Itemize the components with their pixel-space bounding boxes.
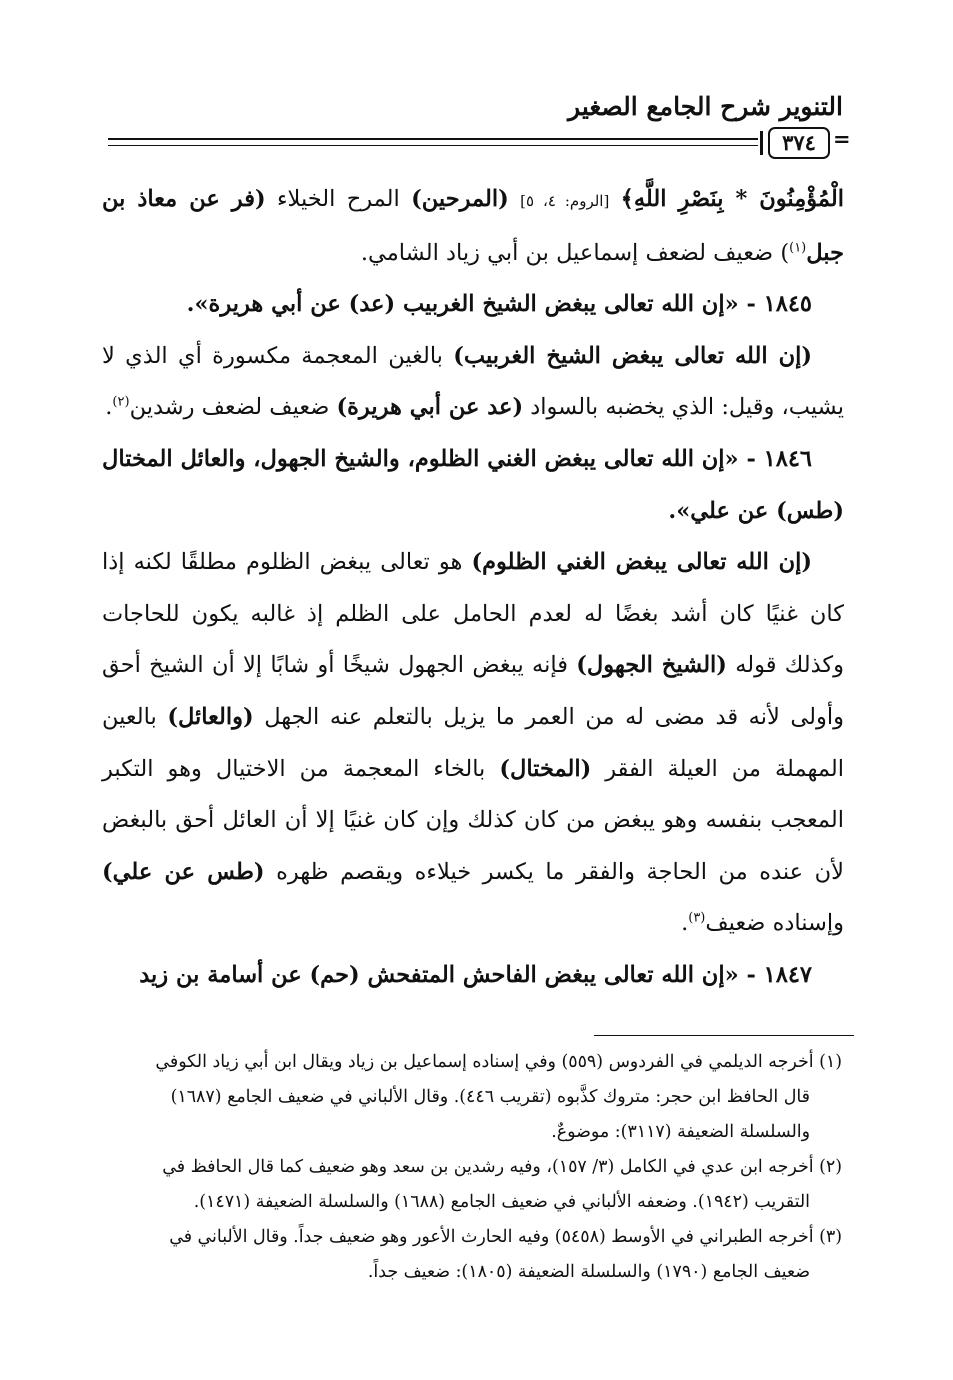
term: (والعائل) <box>167 703 254 730</box>
commentary-text: فإنه يبغض الجهول شيخًا أو شابًا إلا أن الشيخ أحق وأولى لأنه قد مضى له من العمر ما يزيل بالتعلم عنه الجهل <box>102 652 844 730</box>
source-ref: (طس عن علي) <box>102 858 265 885</box>
footnote-1-line2: قال الحافظ ابن حجر: متروك كذَّبوه (تقريب ٤٤٦). وقال الألباني في ضعيف الجامع (١٦٨٧) <box>170 1087 810 1107</box>
footnote-1-line3: والسلسلة الضعيفة (٣١١٧): موضوعٌ. <box>551 1122 810 1142</box>
footnotes <box>110 1045 842 1290</box>
footnote-1: (١) أخرجه الديلمي في الفردوس (٥٥٩) وفي إسناده إسماعيل بن زياد ويقال ابن أبي زياد الكوفي <box>155 1052 842 1072</box>
page-number-box: ٣٧٤ <box>768 127 830 159</box>
term: (الشيخ الجهول) <box>576 652 727 679</box>
footnote-separator <box>594 1035 854 1036</box>
verse-reference: [الروم: ٤، ٥] <box>520 192 610 210</box>
page-number-marker: = <box>833 126 851 151</box>
footnote-2: (٢) أخرجه ابن عدي في الكامل (٣/ ١٥٧)، وفيه رشدين بن سعد وهو ضعيف كما قال الحافظ في <box>162 1157 842 1177</box>
commentary-1845: (إن الله تعالى يبغض الشيخ الغربيب) بالغين المعجمة مكسورة أي الذي لا يشيب، وقيل: الذي يخضبه بالسواد (عد عن أبي هريرة) ضعيف لضعف رشدين$^{(٢)}$. <box>102 342 844 421</box>
footnote-marker: (١) <box>789 240 807 256</box>
term: (إن الله تعالى يبغض الشيخ الغربيب) <box>453 342 812 369</box>
term: (إن الله تعالى يبغض الغني الظلوم) <box>471 549 813 576</box>
hadith-1847: ١٨٤٧ - «إن الله تعالى يبغض الفاحش المتفحش (حم) عن أسامة بن زيد <box>139 961 812 988</box>
paragraph-continuation <box>102 174 844 279</box>
commentary-text: بالخاء المعجمة من الاختيال وهو التكبر المعجب بنفسه وهو يبغض من كان كذلك وإن كان غنيًا إلا أن العائل أحق بالبغض لأن عنده من الحاجة والفقر ما يكسر خيلاءه ويقصم ظهره <box>102 755 845 885</box>
footnote-marker: (٣) <box>688 910 706 926</box>
commentary-text: هو تعالى يبغض الظلوم مطلقًا لكنه إذا كان غنيًا كان أشد بغضًا له لعدم الحامل على الظلم إذ غالبه يكون للحاجات وكذلك قوله <box>102 549 844 679</box>
source-ref: (فر عن معاذ بن جبل <box>102 186 844 266</box>
commentary-text: وإسناده ضعيف <box>705 910 844 937</box>
term: (المختال) <box>499 755 592 782</box>
commentary-text: ) ضعيف لضعف إسماعيل بن أبي زياد الشامي. <box>360 239 790 266</box>
header-rule-thin <box>108 145 758 146</box>
header-rule-thick <box>108 138 758 140</box>
commentary-1846: (إن الله تعالى يبغض الغني الظلوم) هو تعالى يبغض الظلوم مطلقًا لكنه إذا كان غنيًا كان أشد بغضًا له لعدم الحامل على الظلم إذ غالبه يكون للحاجات وكذلك قوله (الشيخ الجهول) فإنه يبغض الجهول شيخًا أو شابًا إلا أن الشيخ أحق وأولى لأنه قد مضى له من العمر ما يزيل بالتعلم عنه الجهل (والعائل) بالعين المهملة من العيلة الفقر (المختال) بالخاء المعجمة من الاختيال وهو التكبر المعجب بنفسه وهو يبغض من كان كذلك وإن كان غنيًا إلا أن العائل أحق بالبغض لأن عنده من الحاجة والفقر ما يكسر خيلاءه ويقصم ظهره (طس عن علي) وإسناده ضعيف$^{(٣)}$. <box>102 549 845 937</box>
commentary-text: بالعين المهملة من العيلة الفقر <box>102 703 844 782</box>
commentary-text: بالغين المعجمة مكسورة أي الذي لا يشيب، وقيل: الذي يخضبه بالسواد <box>102 342 844 421</box>
hadith-1845: ١٨٤٥ - «إن الله تعالى يبغض الشيخ الغربيب (عد) عن أبي هريرة». <box>186 291 812 318</box>
footnote-3: (٣) أخرجه الطبراني في الأوسط (٥٤٥٨) وفيه الحارث الأعور وهو ضعيف جداً. وقال الألباني في <box>169 1227 842 1247</box>
footnote-marker: (٢) <box>112 394 130 410</box>
term: (المرحين) <box>411 186 509 212</box>
footnote-3-line2: ضعيف الجامع (١٧٩٠) والسلسلة الضعيفة (١٨٠٥): ضعيف جداً. <box>367 1262 810 1282</box>
source-ref: (عد عن أبي هريرة) <box>336 394 524 421</box>
commentary-text: المرح الخيلاء <box>276 186 400 212</box>
footnote-2-line2: التقريب (١٩٤٢). وضعفه الألباني في ضعيف الجامع (١٦٨٨) والسلسلة الضعيفة (١٤٧١). <box>193 1192 810 1212</box>
hadith-1846: ١٨٤٦ - «إن الله تعالى يبغض الغني الظلوم، والشيخ الجهول، والعائل المختال (طس) عن علي». <box>102 445 844 524</box>
main-text <box>102 174 844 1002</box>
running-header-title: التنوير شرح الجامع الصغير <box>568 92 843 121</box>
verse-text: الْمُؤْمِنُونَ * بِنَصْرِ اللَّهِ﴾ <box>620 186 844 212</box>
page-number-tick <box>760 131 763 155</box>
commentary-text: ضعيف لضعف رشدين <box>129 394 330 421</box>
